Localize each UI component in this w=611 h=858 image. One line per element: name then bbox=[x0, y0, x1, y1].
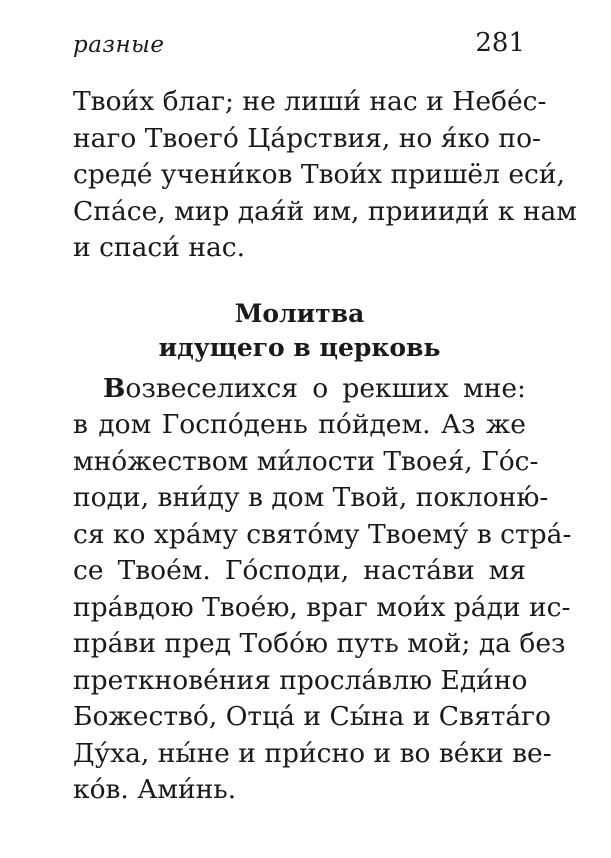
intro-paragraph bbox=[73, 84, 577, 267]
prayer-title-line-1: Молитва bbox=[234, 298, 365, 328]
prayer-title-line-2: идущего в церковь bbox=[158, 332, 441, 362]
text-line: в дом Госпо́день по́йдем. Аз же bbox=[73, 409, 526, 440]
text-line: се Твое́м. Го́споди, наста́ви мя bbox=[73, 555, 526, 586]
prayer-text bbox=[73, 371, 572, 809]
page-number: 281 bbox=[475, 28, 525, 58]
text-line: пра́вдою Твое́ю, враг мои́х ра́ди ис- bbox=[73, 591, 571, 623]
first-line-text: озвеселихся о рекших мне: bbox=[125, 372, 526, 404]
text-line: ся ко хра́му свято́му Твоему́ в стра́- bbox=[73, 518, 572, 550]
text-line: преткнове́ния просла́влю Еди́но bbox=[73, 664, 528, 696]
text-line: Божество́, Отца́ и Сы́на и Свята́го bbox=[73, 701, 551, 732]
prayer-title bbox=[73, 297, 526, 365]
text-line: Ду́ха, ны́не и при́сно и во ве́ки ве- bbox=[73, 737, 552, 769]
text-line: пра́ви пред Тобо́ю путь мой; да без bbox=[73, 628, 566, 659]
text-line: мно́жеством ми́лости Твоея́, Го́с- bbox=[73, 445, 539, 477]
initial-letter: В bbox=[103, 372, 126, 404]
running-head: разные bbox=[73, 32, 165, 58]
prayer-first-line bbox=[73, 371, 526, 408]
page-header bbox=[73, 28, 525, 62]
text-line: ко́в. Ами́нь. bbox=[73, 774, 237, 805]
text-line: среде́ учени́ков Твои́х пришёл еси́, bbox=[73, 159, 565, 190]
text-line: Спа́се, мир дая́й им, приииди́ к нам bbox=[73, 195, 577, 227]
text-line: наго Твоего́ Ца́рствия, но я́ко по- bbox=[73, 122, 542, 154]
text-line: поди, вни́ду в дом Твой, поклоню́- bbox=[73, 482, 549, 513]
page-content bbox=[73, 84, 577, 809]
text-line: Твои́х благ; не лиши́ нас и Небе́с- bbox=[73, 86, 547, 117]
text-line: и спаси́ нас. bbox=[73, 232, 246, 263]
